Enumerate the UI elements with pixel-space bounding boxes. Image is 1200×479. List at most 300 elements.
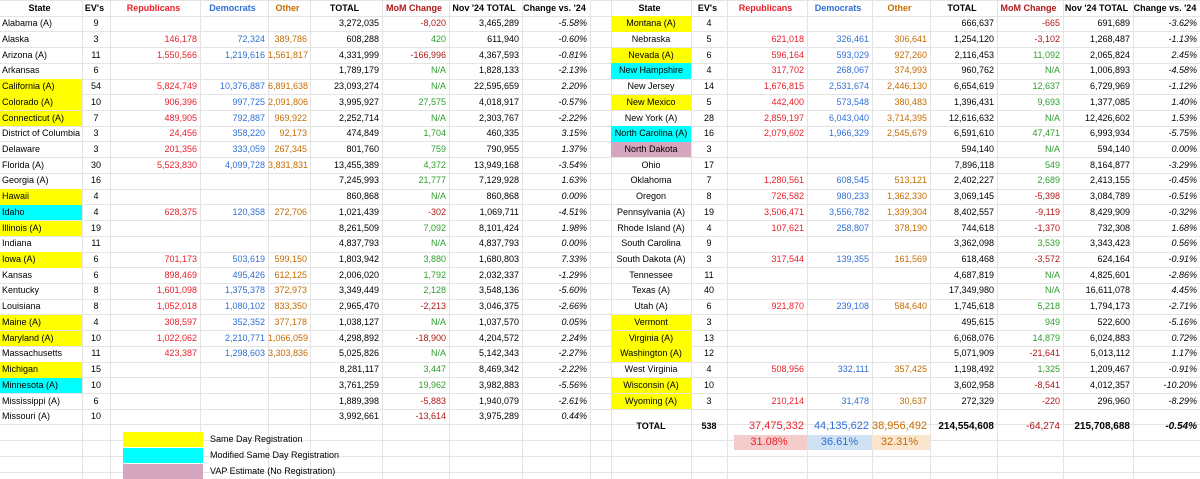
left-chg-cell: 2.20% — [561, 81, 587, 92]
right-rep-cell — [727, 16, 807, 32]
right-nov24-cell: 691,689 — [1097, 18, 1130, 29]
left-nov24-cell: 2,032,337 — [478, 269, 519, 280]
right-ev-cell: 4 — [706, 364, 712, 375]
column-header: Nov '24 TOTAL — [452, 3, 516, 13]
right-oth-cell: 306,641 — [894, 33, 927, 44]
right-chg-cell: -3.62% — [1168, 18, 1197, 29]
left-total-cell: 4,298,892 — [338, 332, 379, 343]
right-total-cell: 2,116,453 — [954, 49, 994, 60]
left-state-cell: Massachusetts — [2, 348, 63, 359]
left-state-cell: Maryland (A) — [0, 331, 82, 347]
right-oth-cell: 380,483 — [894, 96, 927, 107]
left-mom-cell: 420 — [430, 33, 446, 44]
left-mom-cell: N/A — [430, 238, 446, 249]
right-rep-cell — [727, 158, 807, 174]
right-dem-cell: 31,478 — [841, 395, 869, 406]
left-dem-cell: 1,219,616 — [224, 49, 265, 60]
right-total-cell: 3,362,098 — [953, 238, 994, 249]
right-mom-cell: 5,218 — [1037, 301, 1060, 312]
left-total-cell: 801,760 — [346, 143, 379, 154]
right-ev-cell: 3 — [706, 143, 712, 154]
right-nov24-cell: 732,308 — [1097, 222, 1130, 233]
right-chg-cell: -10.20% — [1163, 379, 1197, 390]
total-dem: 44,135,622 — [813, 419, 869, 432]
left-rep-cell: 489,905 — [164, 112, 197, 123]
right-nov24-cell: 6,024,883 — [1089, 332, 1130, 343]
left-total-cell: 3,761,259 — [338, 379, 379, 390]
left-nov24-cell: 611,940 — [487, 33, 519, 44]
left-nov24-cell: 1,828,133 — [478, 65, 519, 76]
right-ev-cell: 9 — [706, 238, 712, 249]
left-dem-cell — [200, 378, 268, 394]
right-chg-cell: -0.91% — [1168, 254, 1197, 265]
right-rep-cell: 2,079,602 — [763, 128, 804, 139]
left-oth-cell — [268, 16, 310, 32]
left-state-cell: Iowa (A) — [0, 252, 82, 268]
right-total-cell: 594,140 — [961, 143, 994, 154]
left-oth-cell: 92,173 — [279, 128, 307, 139]
left-mom-cell: N/A — [430, 81, 446, 92]
left-nov24-cell: 2,303,767 — [478, 112, 519, 123]
right-dem-cell — [807, 158, 872, 174]
left-oth-cell — [268, 221, 310, 237]
left-ev-cell: 15 — [90, 364, 101, 375]
left-dem-cell: 120,358 — [232, 206, 265, 217]
left-mom-cell: N/A — [430, 65, 446, 76]
left-chg-cell: -2.66% — [558, 301, 587, 312]
left-chg-cell: -0.81% — [558, 49, 587, 60]
right-nov24-cell: 8,164,877 — [1089, 159, 1130, 170]
right-nov24-cell: 3,084,789 — [1089, 191, 1130, 202]
left-ev-cell: 7 — [93, 112, 99, 123]
right-chg-cell: -0.32% — [1168, 206, 1197, 217]
left-nov24-cell: 3,975,289 — [478, 411, 519, 422]
left-mom-cell: -166,996 — [410, 49, 446, 60]
left-rep-cell — [110, 173, 200, 189]
left-chg-cell: 0.00% — [561, 191, 587, 202]
right-chg-cell: 0.72% — [1171, 332, 1197, 343]
right-rep-cell — [727, 236, 807, 252]
column-header: Nov '24 TOTAL — [1064, 3, 1129, 13]
right-chg-cell: -1.12% — [1168, 81, 1197, 92]
left-rep-cell: 898,469 — [164, 269, 197, 280]
left-chg-cell: -2.13% — [558, 65, 587, 76]
left-chg-cell: -1.29% — [558, 269, 587, 280]
right-dem-cell: 239,108 — [836, 301, 869, 312]
left-state-cell: Kansas — [2, 269, 33, 280]
right-ev-cell: 6 — [706, 301, 712, 312]
left-nov24-cell: 3,465,289 — [478, 18, 519, 29]
right-mom-cell: -21,641 — [1029, 348, 1060, 359]
left-ev-cell: 4 — [93, 191, 99, 202]
left-oth-cell: 1,561,817 — [268, 49, 309, 60]
left-state-cell: Idaho — [0, 205, 82, 221]
right-total-cell: 272,329 — [961, 395, 994, 406]
left-chg-cell: -5.58% — [558, 18, 587, 29]
left-chg-cell: -5.56% — [558, 379, 587, 390]
right-state-cell: Oklahoma — [630, 175, 672, 186]
left-rep-cell — [110, 409, 200, 425]
left-nov24-cell: 8,469,342 — [478, 364, 519, 375]
left-oth-cell: 2,091,806 — [268, 96, 309, 107]
left-state-cell: Louisiana — [2, 301, 41, 312]
left-chg-cell: 0.00% — [561, 238, 587, 249]
left-dem-cell: 4,099,728 — [224, 159, 265, 170]
right-rep-cell: 921,870 — [771, 301, 804, 312]
left-total-cell: 608,288 — [346, 33, 379, 44]
right-oth-cell: 30,637 — [899, 395, 927, 406]
right-chg-cell: -0.51% — [1168, 191, 1197, 202]
right-chg-cell: 1.40% — [1171, 96, 1197, 107]
right-nov24-cell: 4,825,601 — [1089, 269, 1130, 280]
right-rep-cell: 210,214 — [771, 395, 804, 406]
right-rep-cell — [727, 331, 807, 347]
right-state-cell: New Mexico — [611, 95, 691, 111]
left-rep-cell: 201,356 — [164, 143, 197, 154]
legend-swatch — [123, 448, 203, 463]
right-chg-cell: -2.86% — [1168, 269, 1197, 280]
right-chg-cell: 2.45% — [1171, 49, 1197, 60]
left-oth-cell: 969,922 — [274, 112, 307, 123]
right-nov24-cell: 296,960 — [1097, 395, 1130, 406]
right-state-cell: Virginia (A) — [611, 331, 691, 347]
right-rep-cell — [727, 346, 807, 362]
right-rep-cell: 1,280,561 — [763, 175, 804, 186]
right-oth-cell — [872, 346, 930, 362]
right-nov24-cell: 2,413,155 — [1089, 175, 1130, 186]
right-state-cell: New Jersey — [627, 81, 675, 92]
right-nov24-cell: 594,140 — [1097, 143, 1130, 154]
column-header: State — [638, 3, 661, 13]
right-mom-cell: N/A — [1044, 143, 1060, 154]
left-rep-cell — [110, 236, 200, 252]
legend-swatch — [123, 432, 203, 447]
left-dem-cell: 72,324 — [237, 33, 265, 44]
right-state-cell: Nevada (A) — [611, 48, 691, 64]
right-ev-cell: 17 — [703, 159, 714, 170]
left-total-cell: 8,281,117 — [339, 364, 379, 375]
left-state-cell: Mississippi (A) — [2, 395, 61, 406]
right-state-cell: Tennessee — [629, 269, 673, 280]
left-nov24-cell: 7,129,928 — [478, 175, 519, 186]
left-mom-cell: 19,962 — [418, 379, 446, 390]
right-ev-cell: 7 — [706, 175, 712, 186]
right-total-cell: 1,745,618 — [953, 301, 994, 312]
left-dem-cell — [200, 189, 268, 205]
right-ev-cell: 19 — [703, 206, 714, 217]
right-nov24-cell: 522,600 — [1097, 316, 1130, 327]
right-chg-cell: -3.29% — [1168, 159, 1197, 170]
right-rep-cell: 3,506,471 — [763, 206, 804, 217]
left-total-cell: 2,252,714 — [338, 112, 379, 123]
left-chg-cell: -0.60% — [558, 33, 587, 44]
legend-swatch — [123, 464, 203, 479]
left-nov24-cell: 5,142,343 — [478, 348, 519, 359]
right-dem-cell: 1,966,329 — [828, 128, 869, 139]
dem-share: 36.61% — [807, 435, 872, 451]
right-state-cell: Ohio — [641, 159, 661, 170]
right-rep-cell — [727, 283, 807, 299]
right-mom-cell: 949 — [1044, 316, 1060, 327]
left-total-cell: 2,006,020 — [338, 269, 379, 280]
legend-label: Same Day Registration — [210, 434, 303, 444]
right-ev-cell: 3 — [706, 395, 712, 406]
right-nov24-cell: 624,164 — [1097, 254, 1130, 265]
left-ev-cell: 10 — [90, 332, 101, 343]
left-oth-cell — [268, 236, 310, 252]
left-rep-cell — [110, 394, 200, 410]
right-state-cell: South Dakota (A) — [616, 254, 686, 265]
right-dem-cell: 326,461 — [836, 33, 869, 44]
right-nov24-cell: 1,377,085 — [1089, 96, 1130, 107]
right-rep-cell: 317,544 — [771, 254, 804, 265]
right-mom-cell: 9,693 — [1037, 96, 1060, 107]
left-oth-cell: 389,786 — [274, 33, 307, 44]
right-dem-cell — [807, 268, 872, 284]
left-chg-cell: 3.15% — [561, 128, 587, 139]
left-state-cell: Illinois (A) — [0, 221, 82, 237]
left-ev-cell: 54 — [90, 81, 101, 92]
right-state-cell: Wisconsin (A) — [611, 378, 691, 394]
right-mom-cell: N/A — [1044, 285, 1060, 296]
left-mom-cell: 1,792 — [423, 269, 446, 280]
right-total-cell: 744,618 — [961, 222, 994, 233]
left-chg-cell: -4.51% — [558, 206, 587, 217]
legend-label: Modified Same Day Registration — [210, 450, 340, 460]
right-oth-cell — [872, 283, 930, 299]
left-dem-cell: 10,376,887 — [219, 81, 265, 92]
column-header: MoM Change — [386, 3, 442, 13]
right-chg-cell: 0.56% — [1171, 238, 1197, 249]
right-state-cell: Rhode Island (A) — [617, 222, 685, 233]
right-chg-cell: 4.45% — [1171, 285, 1197, 296]
left-ev-cell: 11 — [91, 238, 101, 249]
left-ev-cell: 30 — [90, 159, 101, 170]
left-ev-cell: 10 — [90, 379, 101, 390]
left-ev-cell: 6 — [93, 395, 99, 406]
right-total-cell: 960,762 — [961, 65, 994, 76]
left-dem-cell — [200, 236, 268, 252]
right-total-cell: 2,402,227 — [953, 175, 994, 186]
right-ev-cell: 3 — [706, 316, 712, 327]
left-mom-cell: N/A — [430, 348, 446, 359]
column-header: Republicans — [738, 3, 793, 13]
right-ev-cell: 4 — [706, 222, 712, 233]
left-nov24-cell: 1,037,570 — [478, 316, 519, 327]
left-mom-cell: -302 — [427, 206, 446, 217]
left-dem-cell: 358,220 — [232, 128, 265, 139]
left-chg-cell: -0.57% — [558, 96, 587, 107]
left-dem-cell: 1,298,603 — [224, 348, 265, 359]
right-dem-cell: 980,233 — [836, 191, 869, 202]
right-chg-cell: -4.58% — [1168, 65, 1197, 76]
left-oth-cell: 272,706 — [274, 206, 307, 217]
left-nov24-cell: 4,018,917 — [478, 96, 519, 107]
right-ev-cell: 8 — [706, 191, 712, 202]
right-mom-cell: -9,119 — [1035, 206, 1060, 217]
left-nov24-cell: 460,335 — [486, 128, 519, 139]
right-ev-cell: 4 — [706, 65, 712, 76]
right-oth-cell: 3,714,395 — [886, 112, 927, 123]
left-mom-cell: -5,883 — [420, 395, 446, 406]
left-ev-cell: 6 — [93, 65, 99, 76]
left-rep-cell: 628,375 — [164, 206, 197, 217]
left-rep-cell — [110, 221, 200, 237]
left-total-cell: 1,021,439 — [338, 206, 379, 217]
right-chg-cell: -2.71% — [1168, 301, 1197, 312]
left-chg-cell: -3.54% — [558, 159, 587, 170]
right-total-cell: 1,198,492 — [953, 364, 994, 375]
right-nov24-cell: 12,426,602 — [1084, 112, 1130, 123]
total-chg: -0.54% — [1165, 420, 1197, 432]
right-rep-cell: 2,859,197 — [763, 112, 804, 123]
right-mom-cell: -220 — [1041, 395, 1060, 406]
right-oth-cell: 1,339,304 — [886, 206, 927, 217]
right-chg-cell: 1.53% — [1171, 112, 1197, 123]
left-ev-cell: 10 — [90, 96, 101, 107]
left-dem-cell: 997,725 — [232, 96, 265, 107]
column-header: Democrats — [814, 3, 862, 13]
right-rep-cell — [727, 378, 807, 394]
right-ev-cell: 6 — [706, 49, 712, 60]
left-oth-cell — [268, 63, 310, 79]
right-total-cell: 495,615 — [961, 316, 994, 327]
left-mom-cell: 7,092 — [423, 222, 446, 233]
left-ev-cell: 16 — [90, 175, 101, 186]
left-total-cell: 3,349,449 — [338, 285, 379, 296]
left-oth-cell — [268, 409, 310, 425]
left-state-cell: Alabama (A) — [2, 18, 53, 29]
right-ev-cell: 3 — [706, 254, 712, 265]
total-ev: 538 — [701, 420, 717, 431]
left-nov24-cell: 4,837,793 — [478, 238, 519, 249]
left-total-cell: 8,261,509 — [338, 222, 379, 233]
right-total-cell: 1,254,120 — [953, 33, 994, 44]
right-nov24-cell: 16,611,078 — [1085, 285, 1130, 296]
left-total-cell: 1,789,179 — [338, 65, 379, 76]
right-ev-cell: 11 — [704, 269, 714, 280]
right-oth-cell: 2,545,679 — [886, 128, 927, 139]
right-chg-cell: -1.13% — [1168, 33, 1197, 44]
column-header: Other — [275, 3, 300, 13]
right-oth-cell — [872, 142, 930, 158]
right-oth-cell: 584,640 — [894, 301, 927, 312]
left-ev-cell: 9 — [93, 18, 99, 29]
right-ev-cell: 10 — [703, 379, 714, 390]
left-oth-cell — [268, 394, 310, 410]
right-nov24-cell: 3,343,423 — [1089, 238, 1130, 249]
left-nov24-cell: 8,101,424 — [478, 222, 519, 233]
left-total-cell: 860,868 — [346, 191, 379, 202]
right-ev-cell: 28 — [703, 112, 714, 123]
left-total-cell: 5,025,826 — [338, 348, 379, 359]
right-oth-cell — [872, 236, 930, 252]
right-rep-cell: 726,582 — [771, 191, 804, 202]
right-rep-cell — [727, 268, 807, 284]
right-mom-cell: -3,572 — [1034, 254, 1060, 265]
left-mom-cell: 759 — [430, 143, 446, 154]
right-rep-cell: 596,164 — [771, 49, 804, 60]
right-mom-cell: N/A — [1044, 112, 1060, 123]
right-ev-cell: 13 — [703, 332, 714, 343]
left-total-cell: 7,245,993 — [338, 175, 379, 186]
left-state-cell: Missouri (A) — [2, 411, 51, 422]
left-mom-cell: 4,372 — [423, 159, 446, 170]
column-header: Other — [887, 3, 912, 13]
left-mom-cell: 21,777 — [418, 175, 446, 186]
left-ev-cell: 8 — [93, 301, 99, 312]
right-nov24-cell: 1,006,893 — [1089, 65, 1130, 76]
left-rep-cell — [110, 63, 200, 79]
right-mom-cell: 47,471 — [1032, 128, 1060, 139]
left-chg-cell: 0.05% — [561, 316, 587, 327]
left-chg-cell: 7.33% — [561, 254, 587, 265]
left-dem-cell: 1,375,378 — [224, 285, 265, 296]
right-mom-cell: -3,102 — [1034, 33, 1060, 44]
left-state-cell: Michigan — [0, 362, 82, 378]
right-ev-cell: 5 — [706, 33, 712, 44]
right-state-cell: Utah (A) — [634, 301, 668, 312]
column-header: TOTAL — [329, 3, 360, 13]
left-rep-cell — [110, 189, 200, 205]
right-chg-cell: -0.91% — [1168, 364, 1197, 375]
left-dem-cell — [200, 362, 268, 378]
right-chg-cell: 0.00% — [1171, 143, 1197, 154]
right-dem-cell — [807, 16, 872, 32]
right-mom-cell: N/A — [1044, 65, 1060, 76]
left-oth-cell — [268, 378, 310, 394]
left-oth-cell: 599,150 — [274, 254, 307, 265]
column-header: EV's — [697, 3, 718, 13]
left-state-cell: Florida (A) — [2, 159, 45, 170]
right-state-cell: Texas (A) — [631, 285, 670, 296]
right-total-cell: 1,396,431 — [953, 96, 994, 107]
right-ev-cell: 14 — [703, 81, 714, 92]
left-state-cell: California (A) — [0, 79, 82, 95]
left-oth-cell: 833,350 — [274, 301, 307, 312]
right-dem-cell — [807, 283, 872, 299]
right-nov24-cell: 5,013,112 — [1090, 348, 1130, 359]
right-total-cell: 618,468 — [961, 254, 994, 265]
left-total-cell: 2,965,470 — [338, 301, 379, 312]
left-mom-cell: N/A — [430, 316, 446, 327]
left-state-cell: Arizona (A) — [2, 49, 48, 60]
left-dem-cell — [200, 394, 268, 410]
column-header: Republicans — [126, 3, 181, 13]
total-oth: 38,956,492 — [872, 419, 928, 432]
right-state-cell: Vermont — [611, 315, 691, 331]
left-oth-cell — [268, 173, 310, 189]
left-ev-cell: 8 — [93, 285, 99, 296]
left-mom-cell: -2,213 — [420, 301, 446, 312]
right-total-cell: 7,896,118 — [954, 159, 994, 170]
left-rep-cell: 146,178 — [164, 33, 197, 44]
left-nov24-cell: 4,204,572 — [478, 332, 519, 343]
left-mom-cell: 1,704 — [423, 128, 446, 139]
left-mom-cell: N/A — [430, 191, 446, 202]
left-rep-cell: 1,052,018 — [156, 301, 197, 312]
left-rep-cell — [110, 16, 200, 32]
left-oth-cell: 1,066,059 — [268, 332, 309, 343]
left-mom-cell: 2,128 — [423, 285, 446, 296]
left-state-cell: Colorado (A) — [0, 95, 82, 111]
left-state-cell: Hawaii — [0, 189, 82, 205]
column-header: Change vs. '24 — [523, 3, 586, 13]
column-header: State — [28, 3, 51, 13]
left-chg-cell: 1.37% — [561, 143, 587, 154]
right-mom-cell: 1,325 — [1037, 364, 1060, 375]
legend-label: VAP Estimate (No Registration) — [210, 466, 336, 476]
